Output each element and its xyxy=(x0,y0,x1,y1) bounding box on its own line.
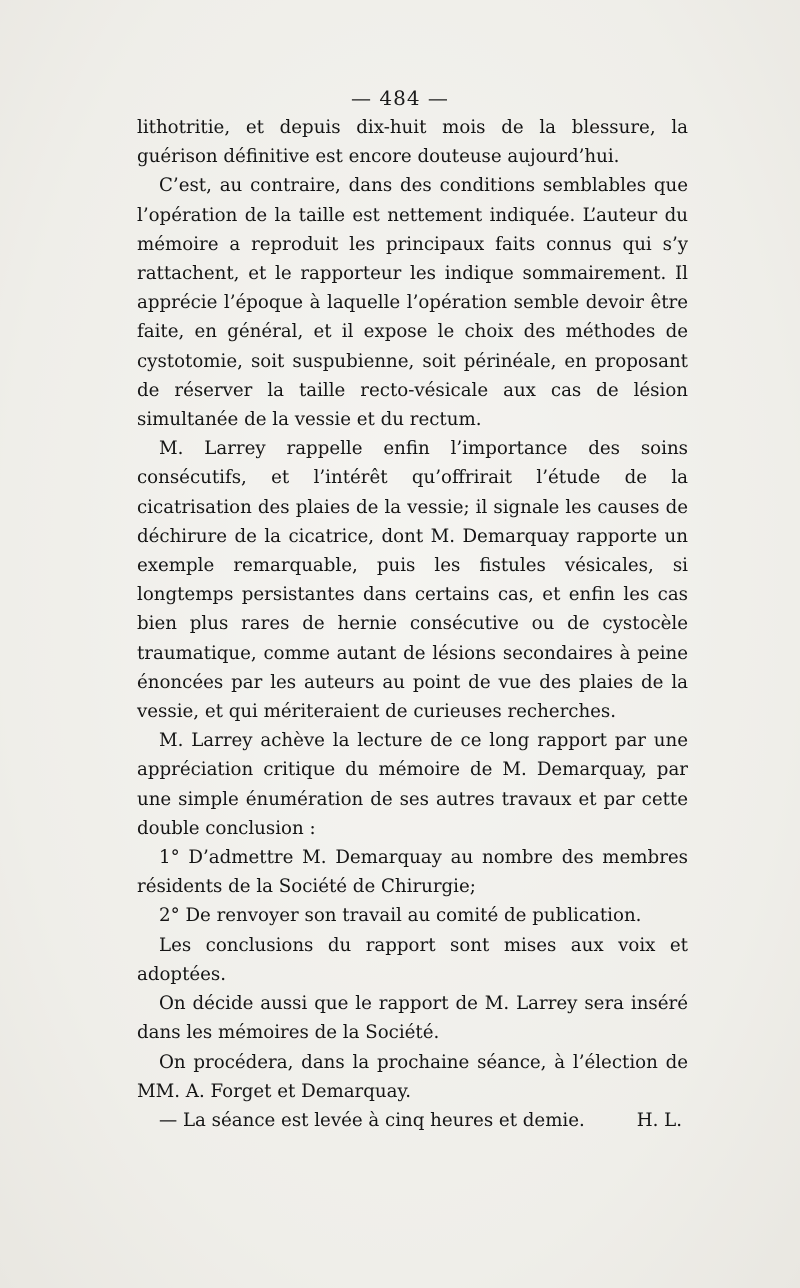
paragraph: M. Larrey achève la lecture de ce long rapport par une appréciation critique du mémoire de M. Demarquay, par une simple énumération de ses autres travaux et par cette double conclusion : xyxy=(137,730,688,839)
signature: H. L. xyxy=(636,1109,682,1131)
paragraph: Les conclusions du rapport sont mises aux voix et adoptées. xyxy=(137,934,688,985)
paragraph: On décide aussi que le rapport de M. Larrey sera inséré dans les mémoires de la Société. xyxy=(137,993,688,1044)
body-text xyxy=(137,113,688,1135)
paragraph: 1° D’admettre M. Demarquay au nombre des membres résidents de la Société de Chirurgie; xyxy=(137,847,688,898)
page-number: — 484 — xyxy=(351,86,449,110)
paragraph: C’est, au contraire, dans des conditions semblables que l’opération de la taille est nettement indiquée. L’auteur du mémoire a reproduit les principaux faits connus qui s’y rattachent, et le rapporteur les indique sommairement. Il apprécie l’époque à laquelle l’opération semble devoir être faite, en général, et il expose le choix des méthodes de cystotomie, soit suspubienne, soit périnéale, en proposant de réserver la taille recto-vésicale aux cas de lésion simultanée de la vessie et du rectum. xyxy=(137,175,688,431)
paragraph: 2° De renvoyer son travail au comité de publication. xyxy=(159,905,642,927)
paragraph: lithotritie, et depuis dix-huit mois de la blessure, la guérison définitive est encore douteuse aujourd’hui. xyxy=(137,117,688,168)
closing-text: — La séance est levée à cinq heures et demie. xyxy=(159,1109,585,1131)
paragraph: On procédera, dans la prochaine séance, à l’élection de MM. A. Forget et Demarquay. xyxy=(137,1051,688,1102)
paragraph: M. Larrey rappelle enfin l’importance des soins consécutifs, et l’intérêt qu’offrirait l’étude de la cicatrisation des plaies de la vessie; il signale les causes de déchirure de la cicatrice, dont M. Demarquay rapporte un exemple remarquable, puis les fistules vésicales, si longtemps persistantes dans certains cas, et enfin les cas bien plus rares de hernie consécutive ou de cystocèle traumatique, comme autant de lésions secondaires à peine énoncées par les auteurs au point de vue des plaies de la vessie, et qui mériteraient de curieuses recherches. xyxy=(137,438,688,723)
closing-line xyxy=(137,1106,688,1135)
